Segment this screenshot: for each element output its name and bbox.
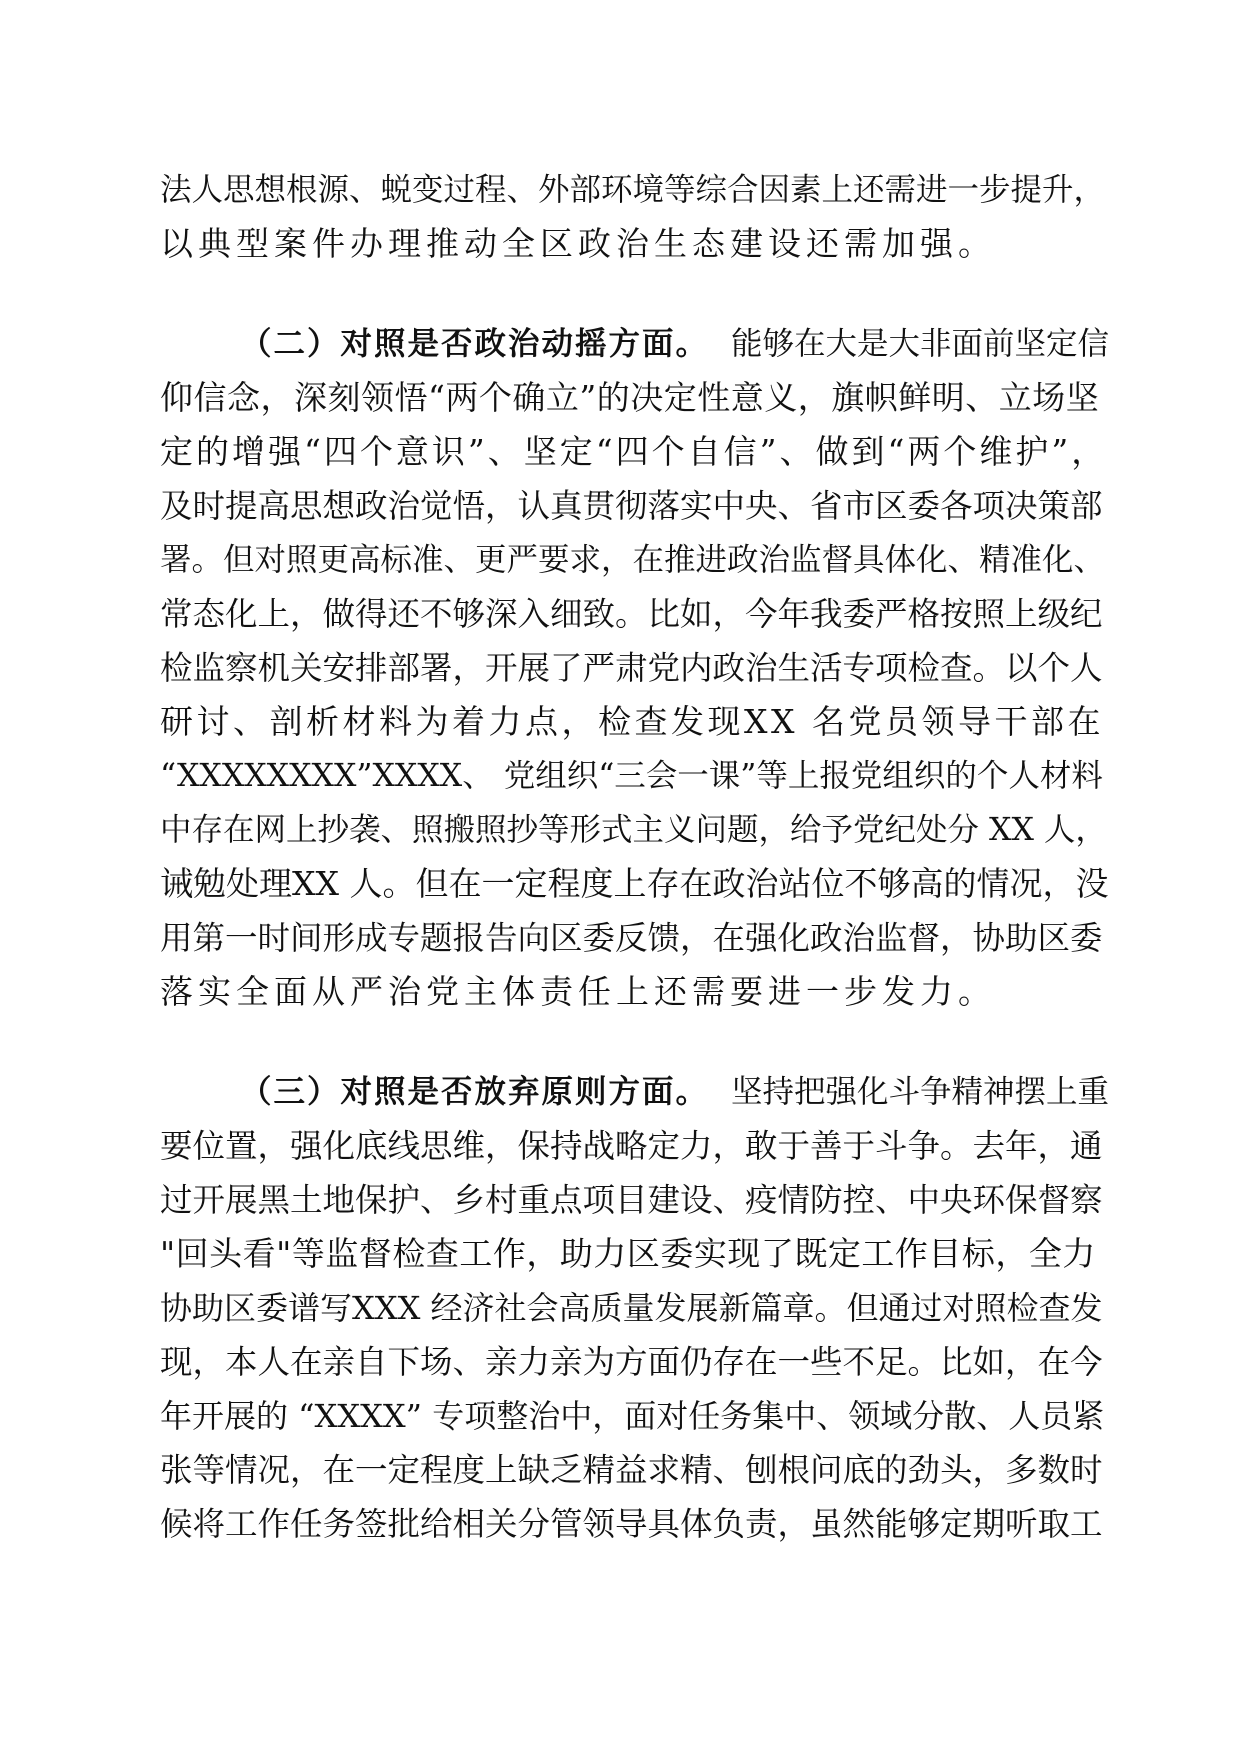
paragraph-3-line-5: 协助区委谱写XXX 经济社会高质量发展新篇章。但通过对照检查发: [160, 1289, 1103, 1327]
paragraph-2-line-4: 及时提高思想政治觉悟，认真贯彻落实中央、省市区委各项决策部: [160, 487, 1103, 525]
paragraph-1-line-2: 以典型案件办理推动全区政治生态建设还需加强。: [160, 224, 996, 263]
paragraph-2-line-3: 定的增强“四个意识”、坚定“四个自信”、做到“两个维护”，: [160, 432, 1108, 471]
paragraph-2-line-12: 用第一时间形成专题报告向区委反馈，在强化政治监督，协助区委: [160, 919, 1103, 957]
paragraph-2-line-2: 仰信念，深刻领悟“两个确立”的决定性意义，旗帜鲜明、立场坚: [160, 378, 1100, 417]
paragraph-3-first-line: [240, 1070, 1109, 1114]
paragraph-3-line-7: 年开展的 “XXXX” 专项整治中，面对任务集中、领域分散、人员紧: [160, 1397, 1105, 1435]
paragraph-2-line-1: 能够在大是大非面前坚定信: [731, 326, 1110, 362]
paragraph-2-line-10: 中存在网上抄袭、照搬照抄等形式主义问题，给予党纪处分 XX 人，: [160, 812, 1107, 848]
paragraph-2-line-13: 落实全面从严治党主体责任上还需要进一步发力。: [160, 972, 996, 1011]
section-heading-political-wavering: （二）对照是否政治动摇方面。: [240, 326, 710, 362]
paragraph-2-line-9: “XXXXXXXX”XXXX、 党组织“三会一课”等上报党组织的个人材料: [160, 758, 1103, 794]
paragraph-3-line-1: 坚持把强化斗争精神摆上重: [731, 1074, 1110, 1110]
paragraph-2-first-line: [240, 322, 1109, 366]
paragraph-3-line-6: 现，本人在亲自下场、亲力亲为方面仍存在一些不足。比如，在今: [160, 1343, 1103, 1381]
paragraph-1-line-1: 法人思想根源、蜕变过程、外部环境等综合因素上还需进一步提升，: [160, 172, 1106, 208]
paragraph-3-line-8: 张等情况，在一定程度上缺乏精益求精、刨根问底的劲头，多数时: [160, 1451, 1103, 1489]
paragraph-2-line-7: 检监察机关安排部署，开展了严肃党内政治生活专项检查。以个人: [160, 649, 1103, 687]
paragraph-2-line-6: 常态化上，做得还不够深入细致。比如，今年我委严格按照上级纪: [160, 595, 1103, 633]
paragraph-3-line-4: "回头看"等监督检查工作，助力区委实现了既定工作目标，全力: [160, 1234, 1096, 1273]
paragraph-3-line-3: 过开展黑土地保护、乡村重点项目建设、疫情防控、中央环保督察: [160, 1181, 1103, 1219]
paragraph-3-line-9: 候将工作任务签批给相关分管领导具体负责，虽然能够定期听取工: [160, 1505, 1103, 1543]
section-heading-abandoning-principles: （三）对照是否放弃原则方面。: [240, 1074, 710, 1110]
paragraph-2-line-5: 署。但对照更高标准、更严要求，在推进政治监督具体化、精准化、: [160, 542, 1106, 578]
paragraph-3-line-2: 要位置，强化底线思维，保持战略定力，敢于善于斗争。去年，通: [160, 1127, 1103, 1165]
paragraph-2-line-11: 诫勉处理XX 人。但在一定程度上存在政治站位不够高的情况，没: [160, 864, 1109, 903]
paragraph-2-line-8: 研讨、剖析材料为着力点，检查发现XX 名党员领导干部在: [160, 702, 1104, 741]
